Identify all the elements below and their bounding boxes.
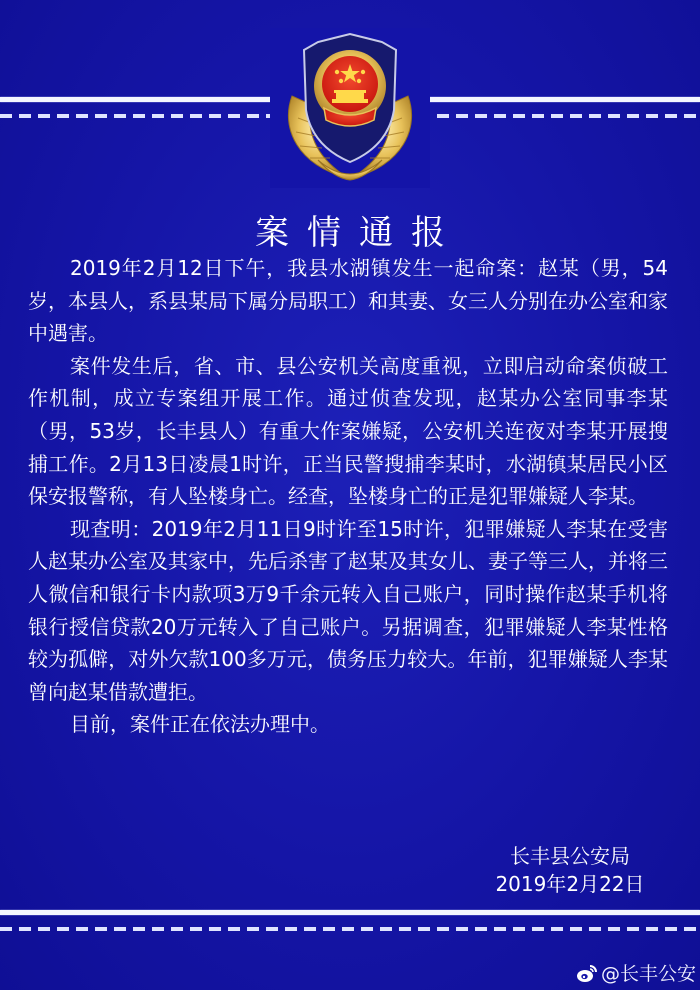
paragraph-investigation: 案件发生后，省、市、县公安机关高度重视，立即启动命案侦破工作机制，成立专案组开展工作。通过侦查发现，赵某办公室同事李某（男，53岁，长丰县人）有重大作案嫌疑，公安机关连夜对李某开展搜捕工作。2月13日凌晨1时许，正当民警搜捕李某时，水湖镇某居民小区保安报警称，有人坠楼身亡。经查，坠楼身亡的正是犯罪嫌疑人李某。 xyxy=(28,353,668,509)
paragraph-findings: 现查明：2019年2月11日9时许至15时许，犯罪嫌疑人李某在受害人赵某办公室及其家中，先后杀害了赵某及其女儿、妻子等三人，并将三人微信和银行卡内款项3万9千余元转入自己账户，同时操作赵某手机将银行授信贷款20万元转入了自己账户。另据调查，犯罪嫌疑人李某性格较为孤僻，对外欠款100多万元，债务压力较大。年前，犯罪嫌疑人李某曾向赵某借款遭拒。 xyxy=(28,516,668,704)
signature-block xyxy=(490,842,650,898)
paragraph-status: 目前，案件正在依法办理中。 xyxy=(70,712,330,737)
weibo-watermark xyxy=(576,959,696,986)
weibo-handle: @长丰公安 xyxy=(600,963,696,985)
announcement-body xyxy=(28,252,668,741)
issue-date: 2019年2月22日 xyxy=(495,872,645,896)
bottom-dashed-divider xyxy=(0,927,700,931)
weibo-icon xyxy=(576,963,598,983)
paragraph-incident: 2019年2月12日下午，我县水湖镇发生一起命案：赵某（男，54岁，本县人，系县某局下属分局职工）和其妻、女三人分别在办公室和家中遇害。 xyxy=(28,256,668,346)
police-emblem-icon xyxy=(270,28,430,188)
issuing-organization: 长丰县公安局 xyxy=(510,844,630,868)
bottom-solid-divider xyxy=(0,910,700,915)
page-title: 案情通报 xyxy=(255,212,463,253)
